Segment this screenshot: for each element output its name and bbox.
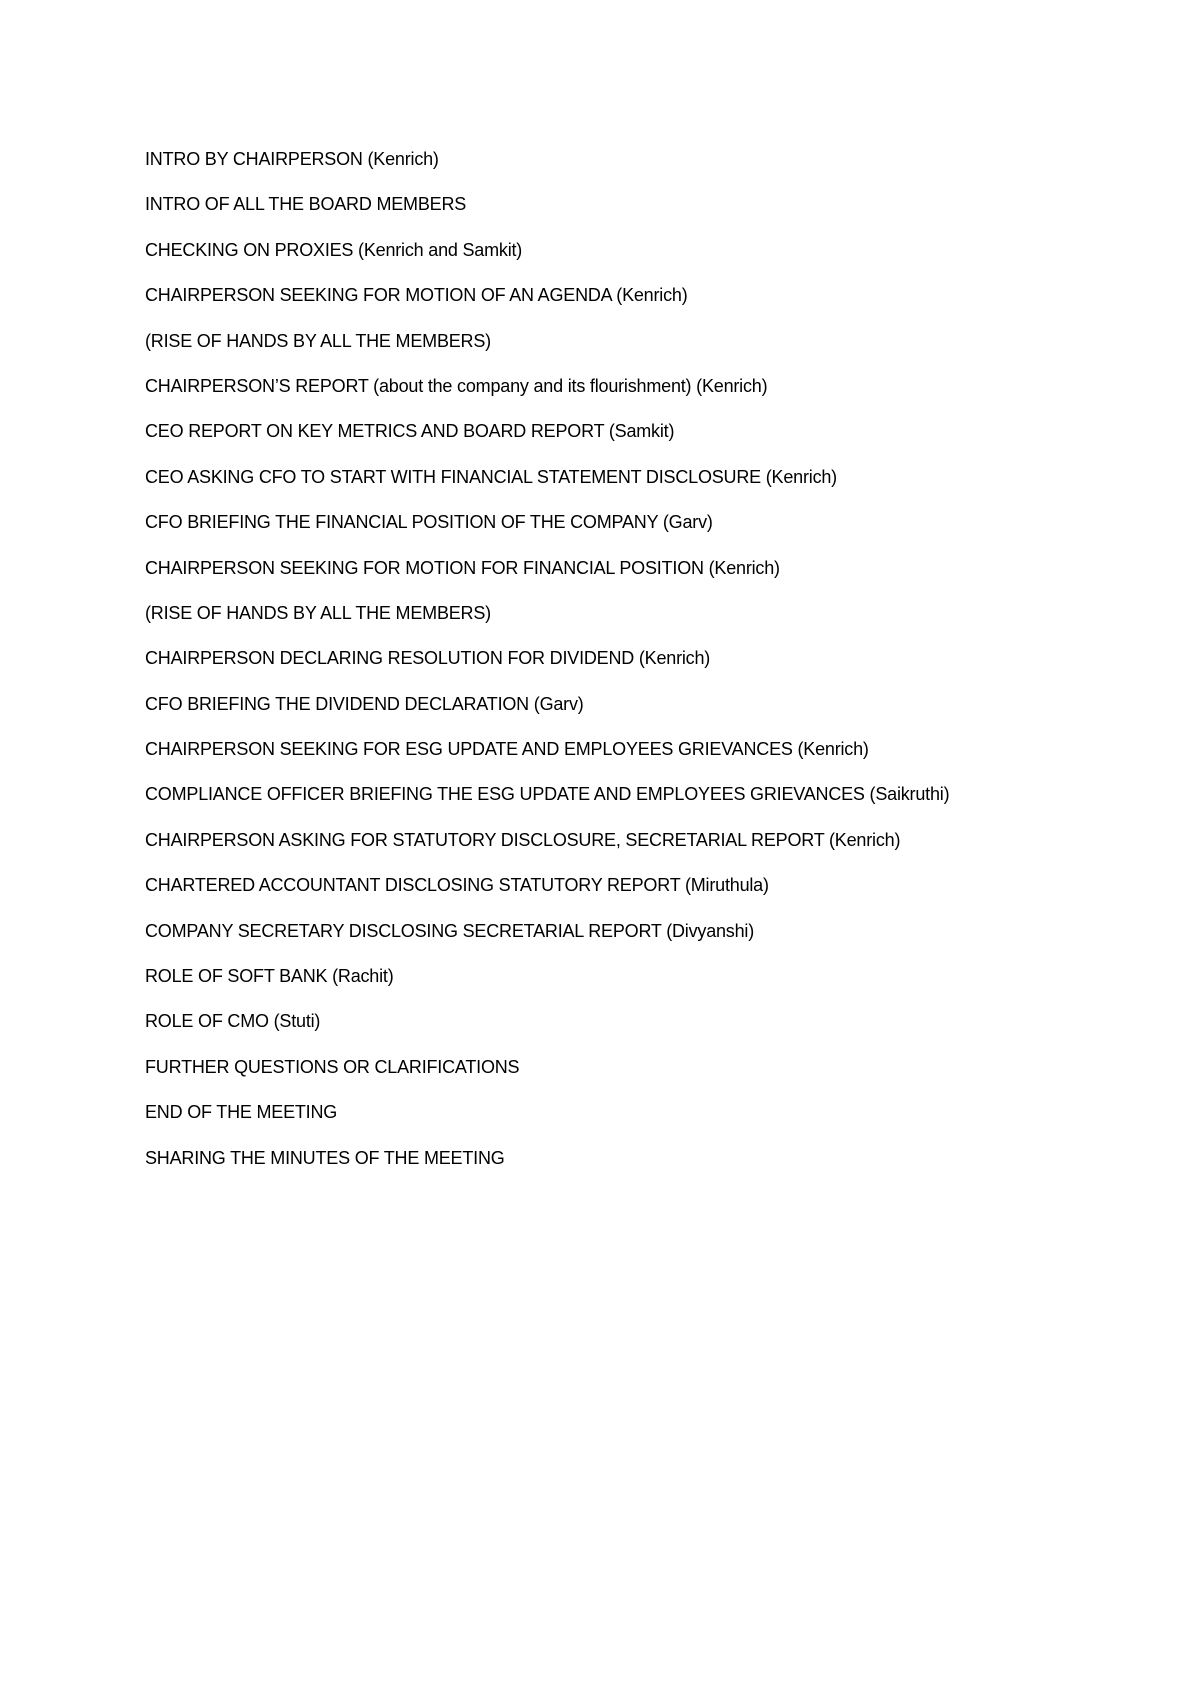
agenda-item: CFO BRIEFING THE FINANCIAL POSITION OF THE COMPANY (Garv) [145,512,713,533]
agenda-item: CEO ASKING CFO TO START WITH FINANCIAL STATEMENT DISCLOSURE (Kenrich) [145,466,837,487]
agenda-item: SHARING THE MINUTES OF THE MEETING [145,1147,505,1168]
agenda-item: CHAIRPERSON SEEKING FOR MOTION FOR FINANCIAL POSITION (Kenrich) [145,557,780,578]
agenda-item: COMPLIANCE OFFICER BRIEFING THE ESG UPDATE AND EMPLOYEES GRIEVANCES (Saikruthi) [145,784,950,805]
agenda-item: COMPANY SECRETARY DISCLOSING SECRETARIAL REPORT (Divyanshi) [145,920,755,941]
agenda-item: CHAIRPERSON DECLARING RESOLUTION FOR DIVIDEND (Kenrich) [145,648,711,669]
agenda-item: (RISE OF HANDS BY ALL THE MEMBERS) [145,602,491,623]
agenda-item: ROLE OF SOFT BANK (Rachit) [145,966,394,987]
agenda-item: FURTHER QUESTIONS OR CLARIFICATIONS [145,1056,520,1077]
agenda-item: ROLE OF CMO (Stuti) [145,1011,321,1032]
agenda-item: CHAIRPERSON SEEKING FOR MOTION OF AN AGENDA (Kenrich) [145,285,688,306]
agenda-item: (RISE OF HANDS BY ALL THE MEMBERS) [145,330,491,351]
agenda-item: CEO REPORT ON KEY METRICS AND BOARD REPORT (Samkit) [145,421,675,442]
agenda-item: CHAIRPERSON ASKING FOR STATUTORY DISCLOSURE, SECRETARIAL REPORT (Kenrich) [145,829,901,850]
agenda-item: CHAIRPERSON’S REPORT (about the company and its flourishment) (Kenrich) [145,375,768,396]
agenda-item: CHAIRPERSON SEEKING FOR ESG UPDATE AND EMPLOYEES GRIEVANCES (Kenrich) [145,739,869,760]
agenda-list [145,148,949,1192]
agenda-item: INTRO BY CHAIRPERSON (Kenrich) [145,149,439,169]
agenda-item: CHARTERED ACCOUNTANT DISCLOSING STATUTORY REPORT (Miruthula) [145,875,769,896]
agenda-item: END OF THE MEETING [145,1102,338,1123]
agenda-item: CHECKING ON PROXIES (Kenrich and Samkit) [145,239,523,260]
agenda-item: CFO BRIEFING THE DIVIDEND DECLARATION (Garv) [145,693,584,714]
agenda-item: INTRO OF ALL THE BOARD MEMBERS [145,194,467,215]
